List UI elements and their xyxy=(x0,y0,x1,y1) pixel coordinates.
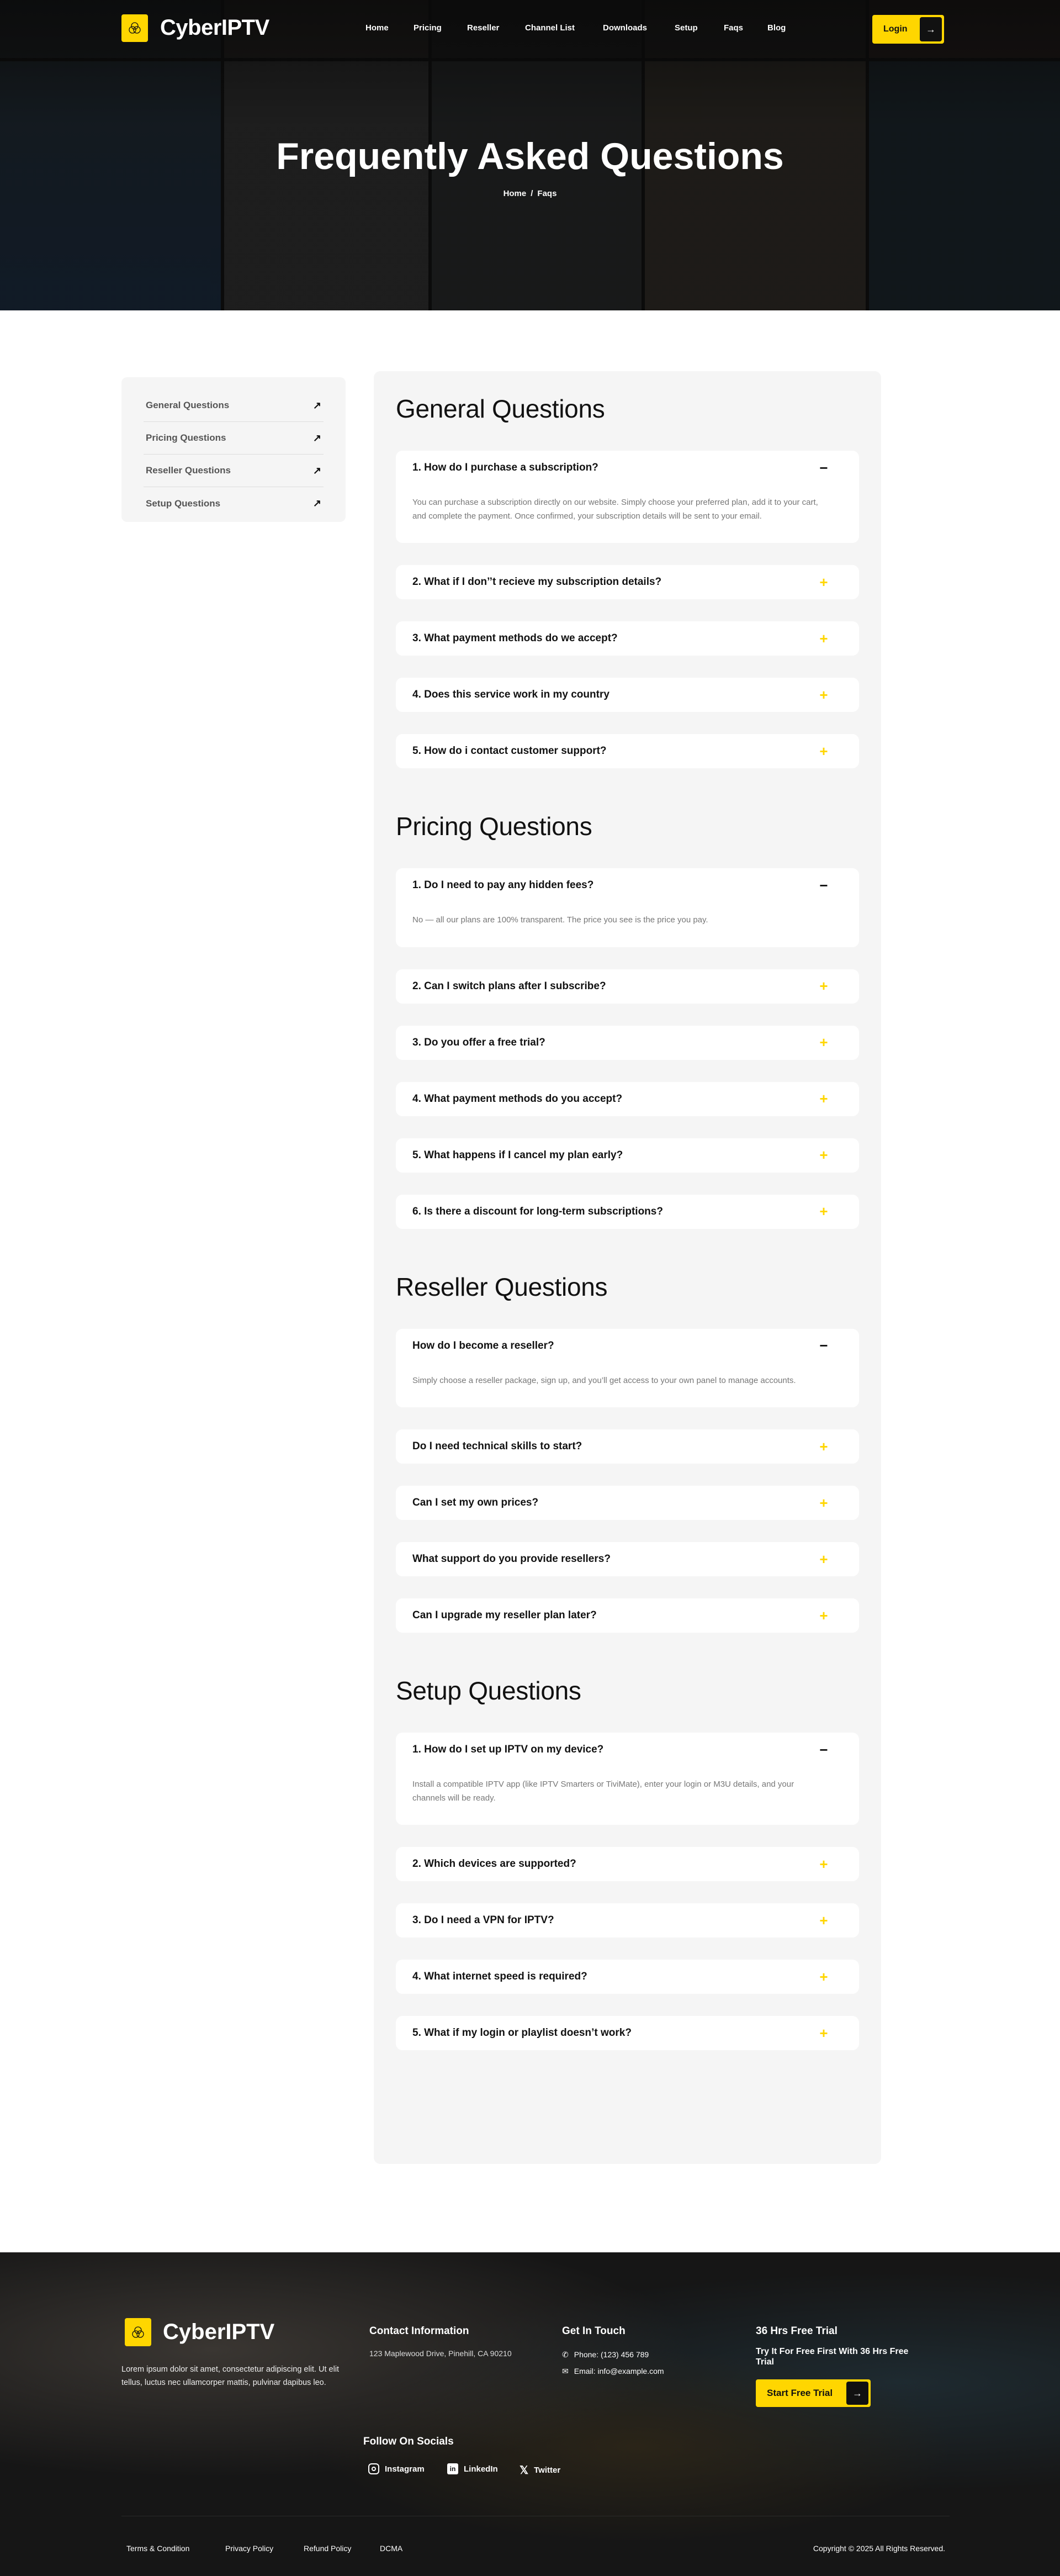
faq-item xyxy=(396,1733,859,1825)
faq-question: 2. Can I switch plans after I subscribe? xyxy=(412,980,606,992)
refund-link[interactable]: Refund Policy xyxy=(304,2544,352,2553)
breadcrumb xyxy=(0,189,1060,198)
faq-item xyxy=(396,1429,859,1464)
plus-icon[interactable]: + xyxy=(819,1912,828,1929)
dcma-link[interactable]: DCMA xyxy=(380,2544,403,2553)
faq-question: What support do you provide resellers? xyxy=(412,1553,611,1565)
sidebar-item-general-questions[interactable] xyxy=(144,389,324,422)
faq-question-toggle[interactable] xyxy=(396,868,859,902)
get-in-touch-heading: Get In Touch xyxy=(562,2325,626,2337)
plus-icon[interactable]: + xyxy=(819,1607,828,1624)
faq-item xyxy=(396,1960,859,1994)
faq-question: Do I need technical skills to start? xyxy=(412,1440,582,1452)
arrow-right-icon: → xyxy=(846,2382,868,2405)
faq-question-toggle[interactable] xyxy=(396,1542,859,1576)
faq-section-reseller-questions xyxy=(396,1270,859,1633)
faq-question: 2. What if I don’’t recieve my subscription details? xyxy=(412,576,662,588)
faq-question: 3. What payment methods do we accept? xyxy=(412,632,618,644)
nav-channel-list[interactable]: Channel List xyxy=(525,23,575,33)
brand-name[interactable]: CyberIPTV xyxy=(160,15,269,40)
faq-item xyxy=(396,734,859,768)
faq-question: 4. What payment methods do you accept? xyxy=(412,1092,623,1105)
plus-icon[interactable]: + xyxy=(819,2024,828,2041)
faq-question-toggle[interactable] xyxy=(396,734,859,768)
sidebar-item-label: Setup Questions xyxy=(146,498,221,509)
faq-section-setup-questions xyxy=(396,1674,859,2050)
faq-item xyxy=(396,1847,859,1881)
faq-question-toggle[interactable] xyxy=(396,565,859,599)
faq-question: 4. Does this service work in my country xyxy=(412,689,610,700)
plus-icon[interactable]: + xyxy=(819,1034,828,1051)
faq-question-toggle[interactable] xyxy=(396,1329,859,1363)
faq-question: Can I upgrade my reseller plan later? xyxy=(412,1609,597,1621)
plus-icon[interactable]: + xyxy=(819,978,828,994)
arrow-up-right-icon: ↗ xyxy=(312,498,321,509)
plus-icon[interactable]: + xyxy=(819,1147,828,1163)
email-row[interactable] xyxy=(562,2365,664,2377)
plus-icon[interactable]: + xyxy=(819,1968,828,1985)
trial-heading: 36 Hrs Free Trial xyxy=(756,2325,838,2337)
faq-question-toggle[interactable] xyxy=(396,969,859,1004)
site-header xyxy=(0,0,1060,58)
faq-question: 4. What internet speed is required? xyxy=(412,1971,587,1982)
faq-question: 3. Do you offer a free trial? xyxy=(412,1036,545,1048)
faq-question-toggle[interactable] xyxy=(396,1026,859,1060)
arrow-up-right-icon: ↗ xyxy=(312,399,321,411)
faq-question: 3. Do I need a VPN for IPTV? xyxy=(412,1914,554,1926)
faq-question: 5. What if my login or playlist doesn’t work? xyxy=(412,2027,632,2039)
faq-question: Can I set my own prices? xyxy=(412,1497,539,1508)
faq-item xyxy=(396,621,859,656)
phone-row[interactable] xyxy=(562,2348,649,2361)
login-label: Login xyxy=(883,24,908,34)
footer-brand-name[interactable]: CyberIPTV xyxy=(163,2320,275,2344)
plus-icon[interactable]: + xyxy=(819,1438,828,1455)
x-twitter-icon: 𝕏 xyxy=(520,2464,529,2477)
faq-question: 1. How do I set up IPTV on my device? xyxy=(412,1744,604,1755)
faq-answer: Simply choose a reseller package, sign up, and you’ll get access to your own panel to manage accounts. xyxy=(412,1375,796,1385)
terms-link[interactable]: Terms & Condition xyxy=(126,2544,190,2553)
socials-heading: Follow On Socials xyxy=(363,2436,454,2447)
faq-item xyxy=(396,1486,859,1520)
breadcrumb-separator: / xyxy=(531,189,533,198)
logo-icon[interactable] xyxy=(121,14,148,42)
faq-question-toggle[interactable] xyxy=(396,2016,859,2050)
nav-setup[interactable]: Setup xyxy=(675,23,698,33)
linkedin-label: LinkedIn xyxy=(464,2464,498,2474)
faq-category-sidebar xyxy=(121,377,346,522)
faq-item xyxy=(396,2016,859,2050)
faq-item xyxy=(396,1329,859,1408)
plus-icon[interactable]: + xyxy=(819,1090,828,1107)
faq-item xyxy=(396,1903,859,1938)
sidebar-item-label: General Questions xyxy=(146,400,230,410)
linkedin-icon: in xyxy=(447,2463,458,2474)
minus-icon[interactable]: − xyxy=(819,459,828,476)
instagram-label: Instagram xyxy=(385,2464,425,2474)
plus-icon[interactable]: + xyxy=(819,686,828,703)
minus-icon[interactable]: − xyxy=(819,877,828,894)
faq-question: How do I become a reseller? xyxy=(412,1339,554,1352)
arrow-up-right-icon: ↗ xyxy=(312,464,321,476)
sidebar-item-pricing-questions[interactable] xyxy=(144,422,324,455)
plus-icon[interactable]: + xyxy=(819,1203,828,1220)
faq-question: 1. Do I need to pay any hidden fees? xyxy=(412,879,594,891)
plus-icon[interactable]: + xyxy=(819,630,828,647)
faq-item xyxy=(396,1082,859,1116)
trial-text: Try It For Free First With 36 Hrs Free Trial xyxy=(756,2347,909,2367)
sidebar-item-setup-questions[interactable] xyxy=(144,487,324,520)
nav-blog[interactable]: Blog xyxy=(767,23,786,33)
faq-question-toggle[interactable] xyxy=(396,1903,859,1938)
faq-question-toggle[interactable] xyxy=(396,1847,859,1881)
faq-answer: Install a compatible IPTV app (like IPTV Smarters or TiviMate), enter your login or M3U details, and your channels will be ready. xyxy=(412,1780,794,1803)
phone-text: Phone: (123) 456 789 xyxy=(574,2350,649,2359)
faq-question-toggle[interactable] xyxy=(396,1486,859,1520)
faq-question-toggle[interactable] xyxy=(396,1138,859,1173)
faq-item xyxy=(396,678,859,712)
faq-question-toggle[interactable] xyxy=(396,1082,859,1116)
faq-item xyxy=(396,1195,859,1229)
mail-icon: ✉ xyxy=(562,2367,569,2376)
faq-answer: No — all our plans are 100% transparent. The price you see is the price you pay. xyxy=(412,915,708,925)
email-text: Email: info@example.com xyxy=(574,2367,664,2376)
faq-item xyxy=(396,1138,859,1173)
breadcrumb-home[interactable]: Home xyxy=(503,189,527,198)
faq-section-pricing-questions xyxy=(396,810,859,1229)
faq-question: 5. What happens if I cancel my plan early? xyxy=(412,1149,623,1161)
faq-question-toggle[interactable] xyxy=(396,621,859,656)
faq-item xyxy=(396,565,859,599)
plus-icon[interactable]: + xyxy=(819,573,828,590)
faq-question-toggle[interactable] xyxy=(396,1960,859,1994)
faq-question-toggle[interactable] xyxy=(396,451,859,485)
plus-icon[interactable]: + xyxy=(819,742,828,759)
start-free-trial-button[interactable] xyxy=(756,2379,871,2407)
faq-answer: You can purchase a subscription directly on our website. Simply choose your preferred plan, add it to your cart, and complete the payment. Once confirmed, your subscription details will be sent to your email. xyxy=(412,498,818,521)
nav-downloads[interactable]: Downloads xyxy=(603,23,648,33)
faq-item xyxy=(396,969,859,1004)
faq-question: 5. How do i contact customer support? xyxy=(412,745,607,757)
faq-question: 2. Which devices are supported? xyxy=(412,1858,576,1870)
faq-item xyxy=(396,1542,859,1576)
plus-icon[interactable]: + xyxy=(819,1855,828,1872)
contact-address: 123 Maplewood Drive, Pinehill, CA 90210 xyxy=(369,2349,512,2358)
arrow-right-icon: → xyxy=(920,17,942,41)
section-heading: Reseller Questions xyxy=(396,1272,608,1301)
section-heading: Setup Questions xyxy=(396,1676,581,1705)
minus-icon[interactable]: − xyxy=(819,1741,828,1758)
faq-question: 1. How do I purchase a subscription? xyxy=(412,462,598,473)
plus-icon[interactable]: + xyxy=(819,1494,828,1511)
site-footer xyxy=(0,2252,1060,2576)
faq-item xyxy=(396,451,859,543)
sidebar-item-label: Reseller Questions xyxy=(146,465,231,476)
faq-question-toggle[interactable] xyxy=(396,1598,859,1633)
login-button[interactable] xyxy=(872,15,944,44)
instagram-icon xyxy=(368,2463,379,2474)
footer-about: Lorem ipsum dolor sit amet, consectetur adipiscing elit. Ut elit tellus, luctus nec ullamcorper mattis, pulvinar dapibus leo. xyxy=(121,2365,340,2387)
faq-question: 6. Is there a discount for long-term subscriptions? xyxy=(412,1205,663,1217)
sidebar-item-reseller-questions[interactable] xyxy=(144,455,324,487)
plus-icon[interactable]: + xyxy=(819,1550,828,1567)
faq-panel xyxy=(374,371,881,2164)
section-heading: General Questions xyxy=(396,394,605,423)
footer-logo-icon[interactable] xyxy=(125,2318,151,2346)
nav-home[interactable]: Home xyxy=(365,23,389,33)
privacy-link[interactable]: Privacy Policy xyxy=(225,2544,274,2553)
arrow-up-right-icon: ↗ xyxy=(312,432,321,444)
sidebar-item-label: Pricing Questions xyxy=(146,432,226,443)
faq-question-toggle[interactable] xyxy=(396,1195,859,1229)
faq-item xyxy=(396,1598,859,1633)
faq-section-general-questions xyxy=(396,392,859,768)
nav-reseller[interactable]: Reseller xyxy=(467,23,500,33)
faq-question-toggle[interactable] xyxy=(396,1733,859,1767)
page-title: Frequently Asked Questions xyxy=(276,135,784,177)
linkedin-link[interactable] xyxy=(447,2463,498,2474)
copyright: Copyright © 2025 All Rights Reserved. xyxy=(813,2544,945,2553)
twitter-link[interactable] xyxy=(520,2463,560,2477)
twitter-label: Twitter xyxy=(534,2466,561,2475)
faq-question-toggle[interactable] xyxy=(396,1429,859,1464)
nav-pricing[interactable]: Pricing xyxy=(414,23,442,33)
nav-faqs[interactable]: Faqs xyxy=(724,23,744,33)
faq-item xyxy=(396,1026,859,1060)
contact-heading: Contact Information xyxy=(369,2325,469,2337)
section-heading: Pricing Questions xyxy=(396,812,592,841)
minus-icon[interactable]: − xyxy=(819,1337,828,1354)
phone-icon: ✆ xyxy=(562,2350,569,2359)
instagram-link[interactable] xyxy=(368,2463,425,2474)
start-free-trial-label: Start Free Trial xyxy=(767,2388,833,2398)
faq-item xyxy=(396,868,859,947)
faq-question-toggle[interactable] xyxy=(396,678,859,712)
breadcrumb-current: Faqs xyxy=(537,189,557,198)
